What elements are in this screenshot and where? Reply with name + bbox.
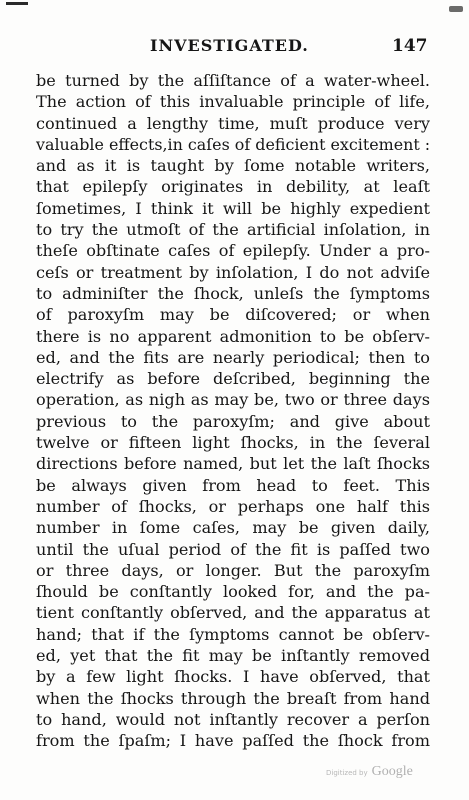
text-line: to hand, would not inſtantly recover a perſon [36, 709, 430, 729]
ink-mark [6, 2, 28, 5]
text-line: operation, as nigh as may be, two or three days [36, 390, 430, 410]
text-line: ceſs or treatment by inſolation, I do not adviſe [36, 262, 430, 282]
text-line: to adminiſter the ſhock, unleſs the ſymptoms [36, 283, 430, 303]
text-line: and as it is taught by ſome notable writers, [36, 156, 430, 176]
text-line: until the uſual period of the fit is paſſed two [36, 539, 430, 559]
text-line: by a few light ſhocks. I have obſerved, that [36, 667, 430, 687]
text-line: The action of this invaluable principle of life, [36, 92, 430, 112]
text-line: number in ſome caſes, may be given daily, [36, 518, 430, 538]
text-line: there is no apparent admonition to be obſerv- [36, 326, 430, 346]
text-line: be always given from head to feet. This [36, 475, 430, 495]
text-line: valuable effects,in caſes of deficient excitement : [36, 134, 431, 154]
text-line: from the ſpaſm; I have paſſed the ſhock from [36, 731, 430, 751]
text-line: number of ſhocks, or perhaps one half this [36, 496, 430, 516]
text-line: when the ſhocks through the breaſt from hand [36, 688, 430, 708]
text-line: of paroxyſm may be diſcovered; or when [36, 305, 430, 325]
text-line: previous to the paroxyſm; and give about [36, 411, 430, 431]
text-line: theſe obſtinate caſes of epilepſy. Under a pro- [36, 241, 430, 261]
digitized-label: Digitized by [326, 769, 368, 777]
text-line: hand; that if the ſymptoms cannot be obſerv- [36, 624, 430, 644]
text-line: continued a lengthy time, muſt produce very [36, 113, 430, 133]
text-line: ed, yet that the fit may be inſtantly removed [36, 646, 430, 666]
google-logo: Google [371, 764, 413, 779]
text-line: ſhould be conſtantly looked for, and the pa- [36, 582, 430, 602]
text-line: or three days, or longer. But the paroxyſm [36, 560, 430, 580]
text-line: ſometimes, I think it will be highly expedient [36, 198, 430, 218]
text-line: to try the utmoſt of the artificial inſolation, in [36, 220, 430, 240]
body-text [36, 70, 430, 752]
text-line: that epilepſy originates in debility, at leaſt [36, 177, 430, 197]
page-number: 147 [392, 36, 428, 56]
text-line: twelve or fifteen light ſhocks, in the ſeveral [36, 433, 430, 453]
digitized-watermark [326, 764, 413, 780]
text-line: tient conſtantly obſerved, and the apparatus at [36, 603, 430, 623]
page-edge-mark [449, 6, 463, 12]
text-line: electrify as before deſcribed, beginning the [36, 369, 430, 389]
text-line: directions before named, but let the laſt ſhocks [36, 454, 430, 474]
text-line: ed, and the fits are nearly periodical; then to [36, 347, 430, 367]
text-line: be turned by the aſſiſtance of a water-wheel. [36, 71, 430, 90]
running-head: INVESTIGATED. [150, 36, 309, 55]
